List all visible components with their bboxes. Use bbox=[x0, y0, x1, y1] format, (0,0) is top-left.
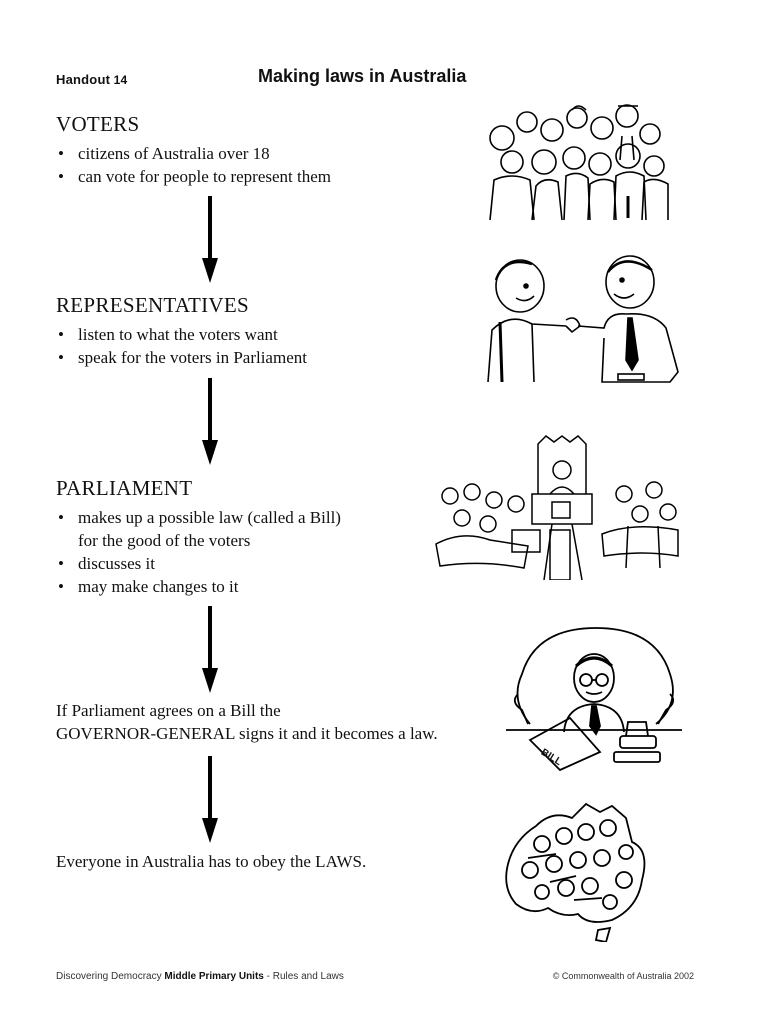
laws-text: Everyone in Australia has to obey the LAWS. bbox=[56, 852, 367, 871]
voters-list bbox=[56, 142, 331, 188]
voters-section bbox=[56, 112, 331, 188]
list-item-continuation: for the good of the voters bbox=[78, 531, 251, 550]
footer-copyright: © Commonwealth of Australia 2002 bbox=[552, 971, 694, 981]
list-item: • may make changes to it bbox=[58, 577, 239, 596]
voters-heading: VOTERS bbox=[56, 112, 140, 136]
governor-general-illustration bbox=[506, 622, 682, 772]
handshake-illustration bbox=[474, 252, 684, 388]
down-arrow-icon bbox=[201, 606, 219, 694]
down-arrow-icon bbox=[201, 378, 219, 466]
handout-number: 14 bbox=[113, 73, 128, 87]
handout-word: Handout bbox=[56, 72, 111, 87]
list-item: • listen to what the voters want bbox=[58, 325, 278, 344]
handout-label bbox=[56, 72, 127, 87]
list-item: • discusses it bbox=[58, 554, 155, 573]
list-item: • makes up a possible law (called a Bill) bbox=[58, 508, 341, 527]
page-title: Making laws in Australia bbox=[258, 66, 467, 86]
voters-crowd-illustration bbox=[482, 100, 672, 222]
governor-text: If Parliament agrees on a Bill the GOVERNOR-GENERAL signs it and it becomes a law. bbox=[56, 701, 438, 743]
representatives-section bbox=[56, 293, 307, 369]
list-item: • speak for the voters in Parliament bbox=[58, 348, 307, 367]
footer-left: Discovering Democracy Middle Primary Units - Rules and Laws bbox=[56, 971, 344, 982]
parliament-heading: PARLIAMENT bbox=[56, 476, 193, 500]
australia-map-illustration bbox=[502, 800, 652, 942]
bill-label: BILL bbox=[538, 746, 564, 769]
list-item: • citizens of Australia over 18 bbox=[58, 144, 270, 163]
parliament-chamber-illustration bbox=[432, 434, 682, 580]
list-item: • can vote for people to represent them bbox=[58, 167, 332, 186]
parliament-list bbox=[56, 506, 341, 598]
parliament-section bbox=[56, 476, 341, 598]
down-arrow-icon bbox=[201, 756, 219, 844]
down-arrow-icon bbox=[201, 196, 219, 284]
representatives-list bbox=[56, 323, 307, 369]
representatives-heading: REPRESENTATIVES bbox=[56, 293, 249, 317]
